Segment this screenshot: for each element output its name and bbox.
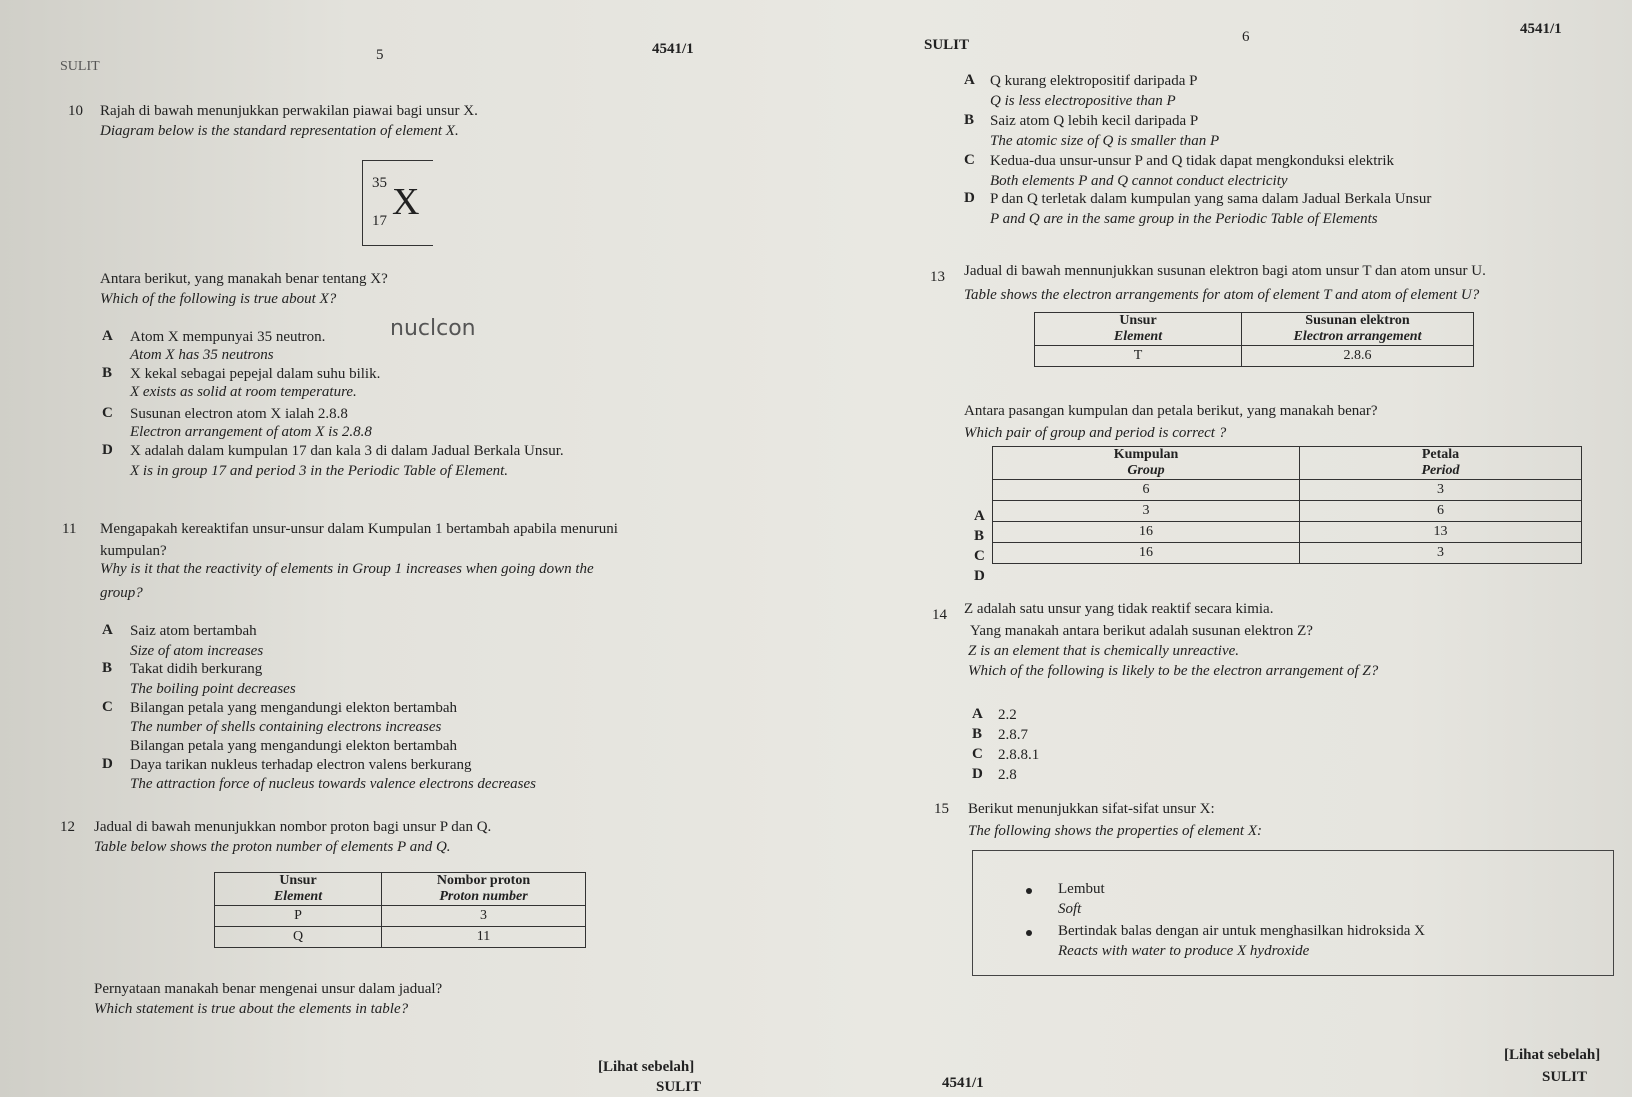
q15-property-1-en: Soft	[1058, 901, 1082, 917]
q12-option-a-ms: Q kurang elektropositif daripada P	[990, 73, 1198, 89]
table-row	[993, 543, 1582, 564]
q11-text-en-1: Why is it that the reactivity of elements in Group 1 increases when going down the	[100, 561, 594, 577]
q12-option-a-letter: A	[964, 72, 975, 88]
q12-option-d-letter: D	[964, 190, 975, 206]
page-number: 5	[376, 47, 384, 63]
mass-number: 35	[372, 175, 387, 191]
q10-option-c-ms: Susunan electron atom X ialah 2.8.8	[130, 406, 348, 422]
footer-sulit-right: SULIT	[1542, 1069, 1588, 1085]
q12-option-d-en: P and Q are in the same group in the Periodic Table of Elements	[990, 211, 1378, 227]
q11-text-en-2: group?	[100, 585, 143, 601]
q10-option-a-ms: Atom X mempunyai 35 neutron.	[130, 329, 326, 345]
q11-number: 11	[62, 521, 77, 537]
q12-option-b-letter: B	[964, 112, 975, 128]
q14-text-ms-2: Yang manakah antara berikut adalah susunan elektron Z?	[970, 623, 1313, 639]
q12-number: 12	[60, 819, 75, 835]
q13-text-ms: Jadual di bawah mennunjukkan susunan elektron bagi atom unsur T dan atom unsur U.	[964, 263, 1486, 279]
q15-number: 15	[934, 801, 949, 817]
q14-text-en-2: Which of the following is likely to be the electron arrangement of Z?	[968, 663, 1379, 679]
q10-option-d-ms: X adalah dalam kumpulan 17 dan kala 3 di dalam Jadual Berkala Unsur.	[130, 443, 564, 459]
q14-number: 14	[932, 607, 947, 623]
q12-prompt-ms: Pernyataan manakah benar mengenai unsur dalam jadual?	[94, 981, 443, 997]
q11-option-a-ms: Saiz atom bertambah	[130, 623, 257, 639]
cell-period: 3	[1300, 543, 1582, 564]
q10-option-b-en: X exists as solid at room temperature.	[130, 384, 357, 400]
q14-option-a-letter: A	[972, 706, 983, 722]
footer-next-right: [Lihat sebelah]	[1504, 1047, 1601, 1063]
q13-option-c-letter: C	[974, 548, 985, 564]
q15-text-ms: Berikut menunjukkan sifat-sifat unsur X:	[968, 801, 1215, 817]
table-row	[993, 501, 1582, 522]
header-period: Petala Period	[1300, 447, 1582, 480]
q13-prompt-ms: Antara pasangan kumpulan dan petala berikut, yang manakah benar?	[964, 403, 1378, 419]
q12-text-en: Table below shows the proton number of elements P and Q.	[94, 839, 451, 855]
q10-option-d-en: X is in group 17 and period 3 in the Periodic Table of Element.	[130, 463, 509, 479]
header-electron-arrangement: Susunan elektron Electron arrangement	[1242, 313, 1474, 346]
q12-table	[214, 872, 586, 948]
q10-prompt-ms: Antara berikut, yang manakah benar tentang X?	[100, 271, 388, 287]
corner-mark: SULIT	[60, 59, 100, 74]
footer-code-right: 4541/1	[942, 1075, 984, 1091]
q14-text-en-1: Z is an element that is chemically unreactive.	[968, 643, 1240, 659]
q14-option-b-text: 2.8.7	[998, 727, 1028, 743]
q10-option-b-letter: B	[102, 365, 113, 381]
q12-option-a-en: Q is less electropositive than P	[990, 93, 1176, 109]
q12-option-c-letter: C	[964, 152, 975, 168]
q13-electron-table	[1034, 312, 1474, 367]
element-symbol: X	[392, 181, 420, 223]
table-row	[215, 927, 586, 948]
cell-proton: 3	[382, 906, 586, 927]
footer-sulit-left: SULIT	[656, 1079, 702, 1095]
q10-text-ms: Rajah di bawah menunjukkan perwakilan piawai bagi unsur X.	[100, 103, 478, 119]
table-header-row	[1035, 313, 1474, 346]
q12-option-b-en: The atomic size of Q is smaller than P	[990, 133, 1220, 149]
q10-number: 10	[68, 103, 83, 119]
bullet-icon	[1026, 930, 1032, 936]
q11-option-b-en: The boiling point decreases	[130, 681, 296, 697]
cell-period: 3	[1300, 480, 1582, 501]
q11-option-c-en: The number of shells containing electrons increases	[130, 719, 442, 735]
q14-option-c-letter: C	[972, 746, 983, 762]
cell-element: T	[1035, 346, 1242, 367]
q11-option-d-ms: Daya tarikan nukleus terhadap electron valens berkurang	[130, 757, 472, 773]
q14-option-d-letter: D	[972, 766, 983, 782]
q12-prompt-en: Which statement is true about the elements in table?	[94, 1001, 409, 1017]
q12-option-d-ms: P dan Q terletak dalam kumpulan yang sama dalam Jadual Berkala Unsur	[990, 191, 1432, 207]
q12-text-ms: Jadual di bawah menunjukkan nombor proton bagi unsur P dan Q.	[94, 819, 492, 835]
q12-option-c-en: Both elements P and Q cannot conduct electricity	[990, 173, 1288, 189]
q13-option-a-letter: A	[974, 508, 985, 524]
q14-option-c-text: 2.8.8.1	[998, 747, 1040, 763]
table-header-row	[993, 447, 1582, 480]
q11-option-a-letter: A	[102, 622, 113, 638]
q11-option-d-en: The attraction force of nucleus towards valence electrons decreases	[130, 776, 537, 792]
table-row	[215, 906, 586, 927]
header-sulit: SULIT	[924, 37, 970, 53]
cell-group: 16	[993, 522, 1300, 543]
q15-text-en: The following shows the properties of element X:	[968, 823, 1263, 839]
q11-text-ms-2: kumpulan?	[100, 543, 167, 559]
q11-text-ms-1: Mengapakah kereaktifan unsur-unsur dalam Kumpulan 1 bertambah apabila menuruni	[100, 521, 618, 537]
q10-option-c-letter: C	[102, 405, 113, 421]
header-element: Unsur Element	[215, 873, 382, 906]
q11-option-d-letter: D	[102, 756, 113, 772]
q13-number: 13	[930, 269, 945, 285]
right-page	[880, 0, 1632, 1097]
table-row	[1035, 346, 1474, 367]
cell-group: 3	[993, 501, 1300, 522]
q13-prompt-en: Which pair of group and period is correct ?	[964, 425, 1227, 441]
cell-element: P	[215, 906, 382, 927]
q15-property-2-en: Reacts with water to produce X hydroxide	[1058, 943, 1310, 959]
q11-option-c-ms-repeat: Bilangan petala yang mengandungi elekton bertambah	[130, 738, 457, 754]
q13-option-d-letter: D	[974, 568, 985, 584]
q15-property-1-ms: Lembut	[1058, 881, 1105, 897]
cell-period: 6	[1300, 501, 1582, 522]
q13-options-table	[992, 446, 1582, 564]
q11-option-c-ms: Bilangan petala yang mengandungi elekton bertambah	[130, 700, 457, 716]
cell-group: 6	[993, 480, 1300, 501]
header-proton-number: Nombor proton Proton number	[382, 873, 586, 906]
table-row	[993, 480, 1582, 501]
paper-code: 4541/1	[652, 41, 694, 57]
cell-arrangement: 2.8.6	[1242, 346, 1474, 367]
q13-text-en: Table shows the electron arrangements for atom of element T and atom of element U?	[964, 287, 1480, 303]
cell-element: Q	[215, 927, 382, 948]
q11-option-a-en: Size of atom increases	[130, 643, 264, 659]
q10-text-en: Diagram below is the standard representation of element X.	[100, 123, 459, 139]
q11-option-c-letter: C	[102, 699, 113, 715]
q11-option-b-ms: Takat didih berkurang	[130, 661, 263, 677]
handwritten-note: nuclcon	[390, 316, 476, 341]
q12-option-b-ms: Saiz atom Q lebih kecil daripada P	[990, 113, 1199, 129]
q10-option-a-letter: A	[102, 328, 113, 344]
q15-property-2-ms: Bertindak balas dengan air untuk menghasilkan hidroksida X	[1058, 923, 1425, 939]
header-group: Kumpulan Group	[993, 447, 1300, 480]
q10-option-d-letter: D	[102, 442, 113, 458]
q10-option-b-ms: X kekal sebagai pepejal dalam suhu bilik.	[130, 366, 381, 382]
q11-option-b-letter: B	[102, 660, 113, 676]
paper-code: 4541/1	[1520, 21, 1562, 37]
q14-option-b-letter: B	[972, 726, 983, 742]
cell-proton: 11	[382, 927, 586, 948]
footer-next-left: [Lihat sebelah]	[598, 1059, 695, 1075]
q12-option-c-ms: Kedua-dua unsur-unsur P and Q tidak dapat mengkonduksi elektrik	[990, 153, 1395, 169]
q14-text-ms-1: Z adalah satu unsur yang tidak reaktif secara kimia.	[964, 601, 1274, 617]
proton-number: 17	[372, 213, 387, 229]
cell-group: 16	[993, 543, 1300, 564]
q14-option-d-text: 2.8	[998, 767, 1017, 783]
table-header-row	[215, 873, 586, 906]
table-row	[993, 522, 1582, 543]
bullet-icon	[1026, 888, 1032, 894]
page-number: 6	[1242, 29, 1250, 45]
q10-prompt-en: Which of the following is true about X?	[100, 291, 337, 307]
header-element: Unsur Element	[1035, 313, 1242, 346]
q14-option-a-text: 2.2	[998, 707, 1017, 723]
q13-option-b-letter: B	[974, 528, 985, 544]
q10-option-a-en: Atom X has 35 neutrons	[130, 347, 274, 363]
cell-period: 13	[1300, 522, 1582, 543]
q10-option-c-en: Electron arrangement of atom X is 2.8.8	[130, 424, 372, 440]
